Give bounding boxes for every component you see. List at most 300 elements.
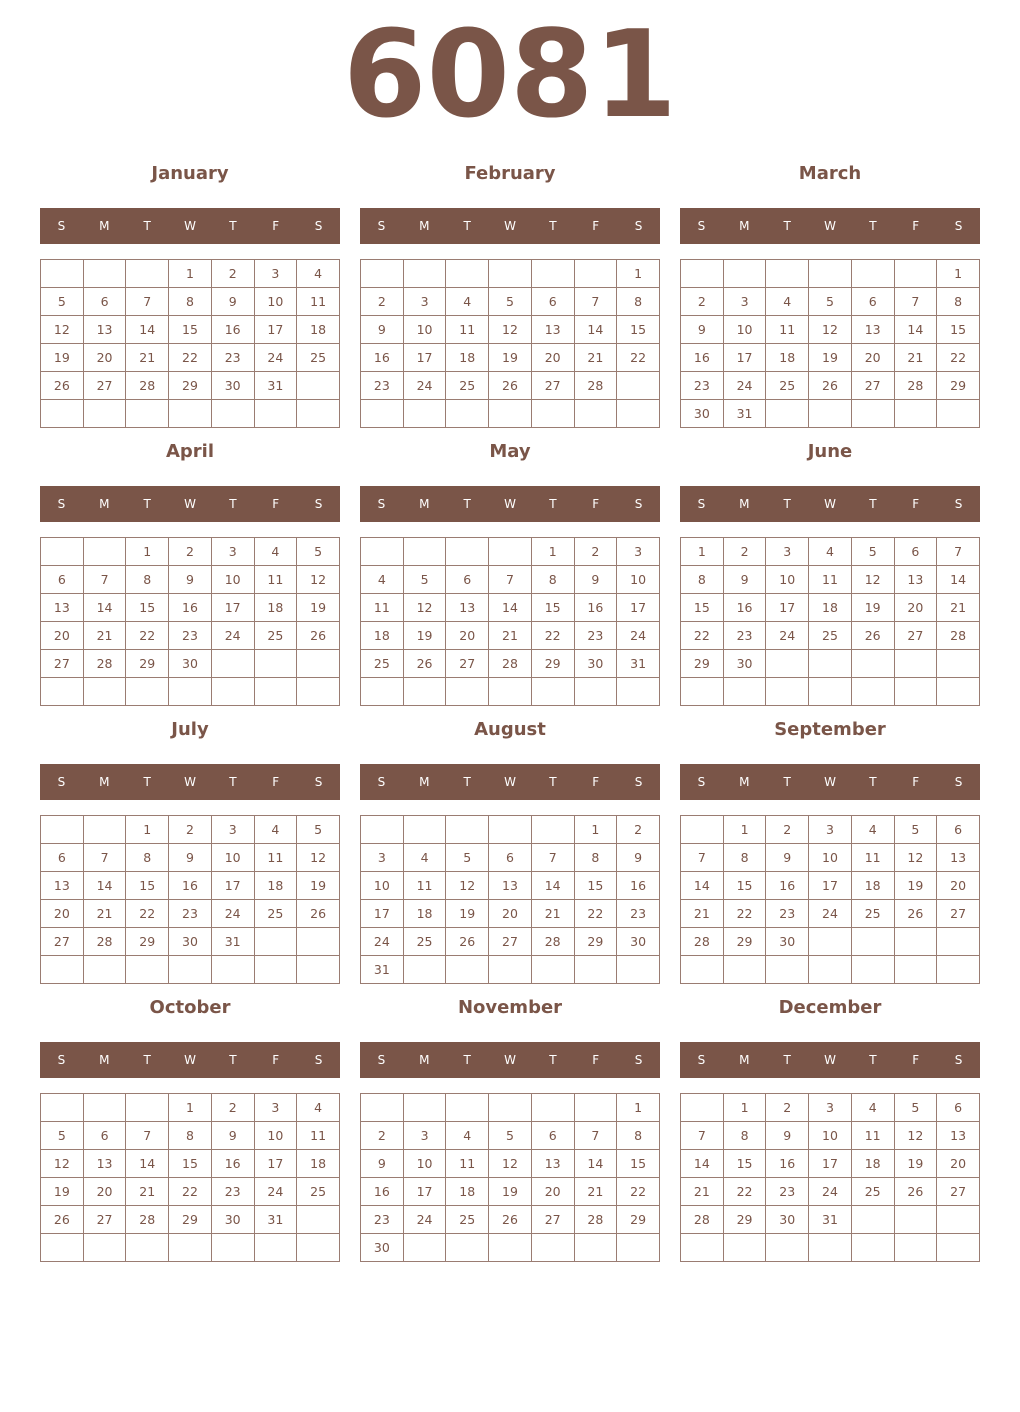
day-cell: 3 (723, 288, 766, 316)
day-cell: 26 (894, 1178, 937, 1206)
day-cell: 24 (809, 1178, 852, 1206)
day-grid (360, 815, 660, 984)
day-cell: 14 (83, 594, 126, 622)
day-cell: 4 (446, 288, 489, 316)
day-cell: 12 (297, 566, 340, 594)
day-cell: 6 (41, 844, 84, 872)
day-cell: 2 (169, 816, 212, 844)
day-cell: 18 (851, 872, 894, 900)
day-cell: 26 (41, 1206, 84, 1234)
day-cell: 29 (169, 1206, 212, 1234)
week-row (681, 1094, 980, 1122)
empty-cell (723, 260, 766, 288)
empty-cell (531, 400, 574, 428)
weekday-header (360, 208, 660, 244)
day-cell: 23 (361, 1206, 404, 1234)
day-cell: 18 (446, 344, 489, 372)
day-cell: 23 (169, 622, 212, 650)
week-row (41, 1094, 340, 1122)
weekday-label: S (314, 1053, 323, 1067)
day-cell: 30 (766, 928, 809, 956)
weekday-label: W (184, 1053, 196, 1067)
week-row (361, 650, 660, 678)
week-row (41, 372, 340, 400)
week-row (41, 1150, 340, 1178)
day-cell: 6 (41, 566, 84, 594)
day-cell: 30 (574, 650, 617, 678)
day-cell: 10 (403, 1150, 446, 1178)
empty-cell (531, 260, 574, 288)
week-row (681, 872, 980, 900)
empty-cell (403, 538, 446, 566)
day-cell: 17 (617, 594, 660, 622)
week-row (361, 1150, 660, 1178)
empty-cell (894, 650, 937, 678)
day-cell: 9 (211, 288, 254, 316)
week-row (681, 816, 980, 844)
weekday-label: S (634, 775, 643, 789)
empty-cell (446, 678, 489, 706)
weekday-label: T (869, 775, 877, 789)
week-row (361, 816, 660, 844)
empty-cell (254, 400, 297, 428)
day-cell: 7 (531, 844, 574, 872)
day-cell: 19 (894, 1150, 937, 1178)
day-cell: 25 (809, 622, 852, 650)
day-cell: 6 (937, 816, 980, 844)
day-cell: 10 (211, 566, 254, 594)
day-cell: 17 (361, 900, 404, 928)
day-cell: 15 (531, 594, 574, 622)
day-grid (680, 537, 980, 706)
weekday-label: W (824, 497, 836, 511)
day-cell: 13 (851, 316, 894, 344)
week-row (41, 1234, 340, 1262)
weekday-label: T (869, 1053, 877, 1067)
day-cell: 10 (211, 844, 254, 872)
empty-cell (851, 678, 894, 706)
weekday-label: T (463, 1053, 471, 1067)
day-cell: 7 (574, 288, 617, 316)
empty-cell (489, 538, 532, 566)
day-cell: 29 (126, 928, 169, 956)
day-cell: 11 (297, 1122, 340, 1150)
day-cell: 29 (937, 372, 980, 400)
week-row (41, 400, 340, 428)
day-grid (360, 537, 660, 706)
day-cell: 25 (254, 622, 297, 650)
weekday-label: S (954, 497, 963, 511)
empty-cell (894, 260, 937, 288)
empty-cell (403, 678, 446, 706)
day-cell: 8 (169, 1122, 212, 1150)
day-cell: 6 (851, 288, 894, 316)
day-cell: 31 (723, 400, 766, 428)
day-cell: 21 (574, 344, 617, 372)
day-cell: 26 (297, 900, 340, 928)
day-cell: 16 (723, 594, 766, 622)
week-row (361, 1094, 660, 1122)
day-cell: 28 (937, 622, 980, 650)
day-cell: 14 (126, 316, 169, 344)
day-cell: 18 (809, 594, 852, 622)
day-grid (40, 259, 340, 428)
weekday-label: T (783, 775, 791, 789)
month-title: September (774, 719, 886, 740)
day-cell: 7 (681, 844, 724, 872)
weekday-label: W (504, 497, 516, 511)
day-cell: 17 (723, 344, 766, 372)
empty-cell (41, 400, 84, 428)
weekday-label: T (783, 1053, 791, 1067)
empty-cell (254, 956, 297, 984)
day-cell: 19 (41, 1178, 84, 1206)
day-cell: 13 (937, 844, 980, 872)
day-cell: 30 (211, 1206, 254, 1234)
day-cell: 4 (297, 260, 340, 288)
day-cell: 27 (851, 372, 894, 400)
day-cell: 17 (254, 1150, 297, 1178)
day-cell: 3 (211, 538, 254, 566)
empty-cell (937, 650, 980, 678)
day-cell: 15 (617, 316, 660, 344)
day-cell: 24 (809, 900, 852, 928)
day-cell: 10 (361, 872, 404, 900)
day-cell: 12 (809, 316, 852, 344)
day-cell: 3 (766, 538, 809, 566)
day-cell: 3 (403, 288, 446, 316)
day-cell: 20 (41, 900, 84, 928)
weekday-label: W (504, 1053, 516, 1067)
day-cell: 27 (41, 650, 84, 678)
empty-cell (211, 956, 254, 984)
empty-cell (617, 372, 660, 400)
empty-cell (531, 678, 574, 706)
week-row (41, 1178, 340, 1206)
day-cell: 29 (531, 650, 574, 678)
empty-cell (723, 1234, 766, 1262)
empty-cell (894, 1234, 937, 1262)
day-cell: 8 (617, 288, 660, 316)
week-row (41, 844, 340, 872)
empty-cell (766, 260, 809, 288)
weekday-label: S (697, 775, 706, 789)
day-cell: 14 (126, 1150, 169, 1178)
day-cell: 21 (894, 344, 937, 372)
empty-cell (574, 260, 617, 288)
weekday-label: T (143, 1053, 151, 1067)
empty-cell (361, 260, 404, 288)
week-row (681, 650, 980, 678)
day-cell: 2 (617, 816, 660, 844)
week-row (361, 1122, 660, 1150)
day-cell: 14 (681, 872, 724, 900)
week-row (681, 1178, 980, 1206)
week-row (681, 956, 980, 984)
day-cell: 8 (531, 566, 574, 594)
day-cell: 24 (211, 622, 254, 650)
weekday-label: S (954, 1053, 963, 1067)
weekday-label: S (954, 775, 963, 789)
day-cell: 20 (531, 344, 574, 372)
day-grid (680, 815, 980, 984)
week-row (681, 400, 980, 428)
day-cell: 21 (681, 900, 724, 928)
day-cell: 16 (361, 1178, 404, 1206)
day-cell: 18 (254, 594, 297, 622)
empty-cell (297, 678, 340, 706)
weekday-label: F (912, 775, 920, 789)
day-cell: 22 (617, 344, 660, 372)
day-cell: 3 (361, 844, 404, 872)
day-cell: 27 (83, 372, 126, 400)
day-cell: 12 (41, 316, 84, 344)
empty-cell (446, 538, 489, 566)
day-cell: 24 (766, 622, 809, 650)
day-cell: 12 (894, 844, 937, 872)
empty-cell (83, 816, 126, 844)
week-row (681, 1234, 980, 1262)
day-cell: 3 (809, 816, 852, 844)
weekday-label: F (272, 1053, 280, 1067)
day-grid (680, 259, 980, 428)
day-cell: 14 (574, 316, 617, 344)
day-cell: 18 (254, 872, 297, 900)
day-cell: 18 (766, 344, 809, 372)
day-cell: 18 (446, 1178, 489, 1206)
day-cell: 6 (531, 1122, 574, 1150)
week-row (361, 872, 660, 900)
day-cell: 31 (809, 1206, 852, 1234)
weekday-header (360, 1042, 660, 1078)
day-grid (360, 259, 660, 428)
week-row (681, 678, 980, 706)
empty-cell (41, 956, 84, 984)
day-cell: 27 (937, 900, 980, 928)
week-row (361, 844, 660, 872)
day-cell: 9 (617, 844, 660, 872)
empty-cell (489, 260, 532, 288)
week-row (41, 594, 340, 622)
day-cell: 27 (531, 1206, 574, 1234)
day-cell: 13 (41, 594, 84, 622)
day-cell: 30 (617, 928, 660, 956)
day-cell: 23 (681, 372, 724, 400)
month-title: July (171, 719, 209, 740)
month-title: October (149, 997, 231, 1018)
empty-cell (489, 1234, 532, 1262)
day-cell: 26 (41, 372, 84, 400)
empty-cell (83, 538, 126, 566)
empty-cell (403, 260, 446, 288)
week-row (41, 1206, 340, 1234)
day-cell: 6 (894, 538, 937, 566)
day-cell: 28 (531, 928, 574, 956)
day-cell: 15 (723, 872, 766, 900)
empty-cell (723, 956, 766, 984)
day-cell: 11 (446, 316, 489, 344)
weekday-label: T (143, 219, 151, 233)
weekday-label: S (314, 497, 323, 511)
week-row (361, 594, 660, 622)
empty-cell (617, 1234, 660, 1262)
empty-cell (211, 1234, 254, 1262)
day-cell: 1 (169, 260, 212, 288)
day-cell: 5 (41, 1122, 84, 1150)
day-cell: 13 (531, 316, 574, 344)
empty-cell (254, 928, 297, 956)
day-cell: 14 (83, 872, 126, 900)
day-cell: 8 (574, 844, 617, 872)
day-cell: 28 (489, 650, 532, 678)
day-cell: 21 (574, 1178, 617, 1206)
weekday-label: S (634, 1053, 643, 1067)
week-row (41, 956, 340, 984)
day-cell: 22 (723, 1178, 766, 1206)
day-cell: 23 (361, 372, 404, 400)
day-cell: 4 (254, 538, 297, 566)
day-cell: 26 (489, 372, 532, 400)
empty-cell (723, 678, 766, 706)
day-cell: 28 (894, 372, 937, 400)
week-row (681, 538, 980, 566)
week-row (681, 316, 980, 344)
day-cell: 26 (894, 900, 937, 928)
weekday-label: F (272, 497, 280, 511)
weekday-label: S (377, 497, 386, 511)
day-cell: 9 (361, 316, 404, 344)
day-cell: 20 (937, 1150, 980, 1178)
week-row (681, 844, 980, 872)
day-cell: 15 (574, 872, 617, 900)
empty-cell (766, 400, 809, 428)
week-row (41, 316, 340, 344)
week-row (681, 344, 980, 372)
empty-cell (446, 816, 489, 844)
day-cell: 18 (297, 1150, 340, 1178)
day-cell: 6 (531, 288, 574, 316)
weekday-label: F (592, 775, 600, 789)
weekday-label: W (184, 775, 196, 789)
day-cell: 5 (297, 538, 340, 566)
day-cell: 25 (254, 900, 297, 928)
weekday-label: F (272, 219, 280, 233)
day-cell: 27 (446, 650, 489, 678)
weekday-label: M (99, 1053, 110, 1067)
day-cell: 21 (83, 900, 126, 928)
day-cell: 16 (574, 594, 617, 622)
day-cell: 4 (809, 538, 852, 566)
day-cell: 14 (531, 872, 574, 900)
day-cell: 29 (723, 1206, 766, 1234)
day-cell: 25 (851, 900, 894, 928)
day-cell: 8 (617, 1122, 660, 1150)
week-row (41, 650, 340, 678)
day-cell: 20 (83, 344, 126, 372)
empty-cell (403, 816, 446, 844)
day-cell: 21 (937, 594, 980, 622)
day-cell: 13 (894, 566, 937, 594)
empty-cell (169, 1234, 212, 1262)
day-cell: 1 (574, 816, 617, 844)
empty-cell (83, 956, 126, 984)
day-cell: 22 (531, 622, 574, 650)
day-cell: 23 (574, 622, 617, 650)
day-cell: 27 (83, 1206, 126, 1234)
day-cell: 30 (169, 928, 212, 956)
weekday-label: F (272, 775, 280, 789)
day-cell: 28 (574, 372, 617, 400)
day-cell: 7 (681, 1122, 724, 1150)
day-cell: 24 (617, 622, 660, 650)
day-cell: 14 (574, 1150, 617, 1178)
week-row (681, 372, 980, 400)
empty-cell (126, 1094, 169, 1122)
day-cell: 22 (937, 344, 980, 372)
day-cell: 11 (446, 1150, 489, 1178)
day-cell: 13 (531, 1150, 574, 1178)
weekday-label: W (824, 1053, 836, 1067)
day-cell: 7 (894, 288, 937, 316)
empty-cell (126, 260, 169, 288)
day-cell: 1 (617, 260, 660, 288)
week-row (681, 928, 980, 956)
empty-cell (617, 956, 660, 984)
day-cell: 11 (361, 594, 404, 622)
day-cell: 5 (489, 1122, 532, 1150)
weekday-label: T (229, 1053, 237, 1067)
day-cell: 21 (531, 900, 574, 928)
day-cell: 19 (403, 622, 446, 650)
weekday-label: S (954, 219, 963, 233)
day-cell: 28 (574, 1206, 617, 1234)
day-cell: 9 (169, 566, 212, 594)
week-row (681, 288, 980, 316)
weekday-label: F (592, 219, 600, 233)
empty-cell (681, 1234, 724, 1262)
empty-cell (531, 1094, 574, 1122)
empty-cell (894, 678, 937, 706)
empty-cell (403, 1234, 446, 1262)
empty-cell (126, 678, 169, 706)
week-row (361, 400, 660, 428)
day-cell: 20 (446, 622, 489, 650)
month-title: November (457, 997, 563, 1018)
weekday-label: S (57, 219, 66, 233)
week-row (681, 566, 980, 594)
day-cell: 15 (681, 594, 724, 622)
day-cell: 14 (937, 566, 980, 594)
weekday-label: W (184, 219, 196, 233)
weekday-label: S (634, 497, 643, 511)
day-cell: 12 (894, 1122, 937, 1150)
week-row (41, 344, 340, 372)
day-cell: 23 (211, 344, 254, 372)
day-cell: 5 (41, 288, 84, 316)
day-cell: 1 (126, 816, 169, 844)
day-cell: 5 (489, 288, 532, 316)
empty-cell (446, 260, 489, 288)
day-cell: 23 (617, 900, 660, 928)
empty-cell (361, 538, 404, 566)
week-row (361, 372, 660, 400)
day-cell: 16 (766, 1150, 809, 1178)
day-cell: 10 (254, 1122, 297, 1150)
day-cell: 22 (574, 900, 617, 928)
day-cell: 9 (574, 566, 617, 594)
day-cell: 15 (617, 1150, 660, 1178)
day-cell: 11 (254, 844, 297, 872)
